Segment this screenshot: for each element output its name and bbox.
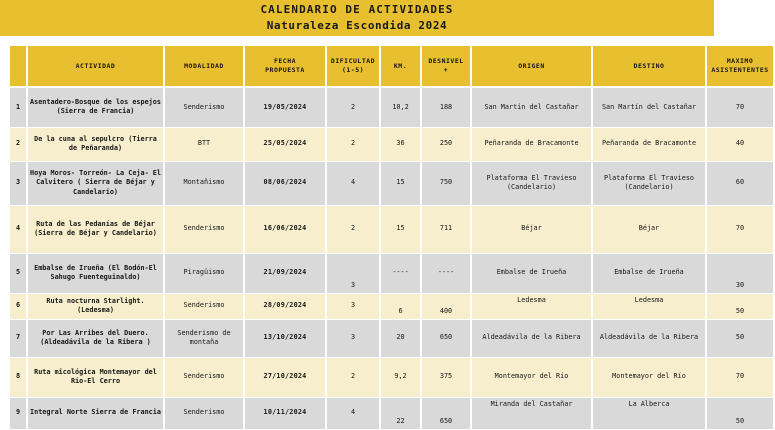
- cell-maximo: 50: [706, 293, 774, 319]
- cell-idx: 3: [9, 161, 27, 205]
- cell-actividad: Embalse de Irueña (El Bodón-El Sahugo Fuenteguinaldo): [27, 253, 164, 293]
- cell-origen: Peñaranda de Bracamonte: [471, 127, 592, 161]
- cell-actividad: Hoya Moros- Torreón- La Ceja- El Calvitero ( Sierra de Béjar y Candelario): [27, 161, 164, 205]
- cell-modalidad: Senderismo: [164, 87, 244, 127]
- cell-desnivel: 650: [421, 319, 471, 357]
- cell-dificultad: 2: [326, 87, 380, 127]
- cell-maximo: 50: [706, 319, 774, 357]
- cell-maximo: 60: [706, 161, 774, 205]
- col-desnivel-line2: +: [443, 66, 449, 74]
- cell-origen: Plataforma El Travieso (Candelario): [471, 161, 592, 205]
- cell-km: 9,2: [380, 357, 421, 397]
- cell-destino: Peñaranda de Bracamonte: [592, 127, 706, 161]
- cell-maximo: 70: [706, 205, 774, 253]
- col-maximo-line2: ASISTENTENTES: [711, 66, 769, 74]
- cell-fecha: 19/05/2024: [244, 87, 326, 127]
- cell-fecha: 28/09/2024: [244, 293, 326, 319]
- cell-maximo: 70: [706, 357, 774, 397]
- cell-destino: Plataforma El Travieso (Candelario): [592, 161, 706, 205]
- col-fecha-line2: PROPUESTA: [265, 66, 305, 74]
- cell-idx: 7: [9, 319, 27, 357]
- cell-actividad: Asentadero-Bosque de los espejos (Sierra de Francia): [27, 87, 164, 127]
- cell-origen: Embalse de Irueña: [471, 253, 592, 293]
- cell-actividad: Ruta nocturna Starlight. (Ledesma): [27, 293, 164, 319]
- cell-km: 6: [380, 293, 421, 319]
- cell-fecha: 16/06/2024: [244, 205, 326, 253]
- cell-destino: Aldeadávila de la Ribera: [592, 319, 706, 357]
- cell-fecha: 13/10/2024: [244, 319, 326, 357]
- cell-destino: San Martín del Castañar: [592, 87, 706, 127]
- table-row: [9, 161, 774, 205]
- cell-actividad: Ruta de las Pedanías de Béjar (Sierra de Béjar y Candelario): [27, 205, 164, 253]
- col-origen: ORIGEN: [471, 46, 592, 87]
- title-banner: [0, 0, 714, 36]
- cell-modalidad: Senderismo: [164, 205, 244, 253]
- cell-km: 22: [380, 397, 421, 429]
- table-header: [9, 46, 774, 87]
- cell-dificultad: 2: [326, 205, 380, 253]
- table-body: [9, 87, 774, 429]
- cell-dificultad: 3: [326, 319, 380, 357]
- cell-dificultad: 3: [326, 293, 380, 319]
- table-row: [9, 127, 774, 161]
- cell-km: 36: [380, 127, 421, 161]
- cell-actividad: Integral Norte Sierra de Francia: [27, 397, 164, 429]
- table-row: [9, 319, 774, 357]
- cell-fecha: 27/10/2024: [244, 357, 326, 397]
- cell-dificultad: 4: [326, 161, 380, 205]
- cell-desnivel: 188: [421, 87, 471, 127]
- cell-idx: 2: [9, 127, 27, 161]
- cell-idx: 4: [9, 205, 27, 253]
- cell-idx: 1: [9, 87, 27, 127]
- table-row: [9, 253, 774, 293]
- cell-modalidad: Senderismo: [164, 357, 244, 397]
- cell-destino: Béjar: [592, 205, 706, 253]
- cell-km: ----: [380, 253, 421, 293]
- cell-fecha: 08/06/2024: [244, 161, 326, 205]
- cell-origen: San Martín del Castañar: [471, 87, 592, 127]
- cell-desnivel: 650: [421, 397, 471, 429]
- cell-idx: 5: [9, 253, 27, 293]
- col-fecha-line1: FECHA: [273, 57, 297, 65]
- table-row: [9, 397, 774, 429]
- cell-desnivel: 400: [421, 293, 471, 319]
- cell-desnivel: 375: [421, 357, 471, 397]
- cell-actividad: Ruta micológica Montemayor del Río-El Cerro: [27, 357, 164, 397]
- header-row: [9, 46, 774, 87]
- col-desnivel: [421, 46, 471, 87]
- cell-modalidad: Senderismo: [164, 293, 244, 319]
- cell-maximo: 50: [706, 397, 774, 429]
- col-km: KM.: [380, 46, 421, 87]
- cell-idx: 6: [9, 293, 27, 319]
- cell-modalidad: Piragüismo: [164, 253, 244, 293]
- cell-desnivel: 250: [421, 127, 471, 161]
- col-dificultad: [326, 46, 380, 87]
- cell-dificultad: 2: [326, 127, 380, 161]
- col-maximo-line1: MAXIMO: [726, 57, 754, 65]
- cell-fecha: 10/11/2024: [244, 397, 326, 429]
- cell-km: 15: [380, 161, 421, 205]
- cell-maximo: 40: [706, 127, 774, 161]
- cell-modalidad: Senderismo: [164, 397, 244, 429]
- cell-dificultad: 4: [326, 397, 380, 429]
- cell-destino: Ledesma: [592, 293, 706, 319]
- cell-maximo: 30: [706, 253, 774, 293]
- cell-modalidad: Montañismo: [164, 161, 244, 205]
- col-modalidad: MODALIDAD: [164, 46, 244, 87]
- cell-desnivel: ----: [421, 253, 471, 293]
- cell-origen: Montemayor del Río: [471, 357, 592, 397]
- cell-dificultad: 2: [326, 357, 380, 397]
- cell-desnivel: 711: [421, 205, 471, 253]
- col-index: [9, 46, 27, 87]
- cell-fecha: 21/09/2024: [244, 253, 326, 293]
- page-title: CALENDARIO DE ACTIVIDADES: [260, 3, 454, 16]
- col-destino: DESTINO: [592, 46, 706, 87]
- page-subtitle: Naturaleza Escondida 2024: [266, 19, 448, 32]
- activities-table: [8, 46, 775, 430]
- col-desnivel-line1: DESNIVEL: [428, 57, 464, 65]
- cell-dificultad: 3: [326, 253, 380, 293]
- cell-origen: Aldeadávila de la Ribera: [471, 319, 592, 357]
- cell-destino: Montemayor del Río: [592, 357, 706, 397]
- table-row: [9, 87, 774, 127]
- col-dificultad-line1: DIFICULTAD: [330, 57, 376, 65]
- cell-actividad: De la cuna al sepulcro (Tierra de Peñaranda): [27, 127, 164, 161]
- cell-destino: La Alberca: [592, 397, 706, 429]
- cell-origen: Béjar: [471, 205, 592, 253]
- col-dificultad-line2: (1-5): [341, 66, 365, 74]
- table-row: [9, 205, 774, 253]
- cell-actividad: Por Las Arribes del Duero. (Aldeadávila de la Ribera ): [27, 319, 164, 357]
- cell-maximo: 70: [706, 87, 774, 127]
- cell-modalidad: Senderismo de montaña: [164, 319, 244, 357]
- table-row: [9, 293, 774, 319]
- cell-desnivel: 750: [421, 161, 471, 205]
- table-row: [9, 357, 774, 397]
- col-fecha-propuesta: [244, 46, 326, 87]
- cell-idx: 9: [9, 397, 27, 429]
- cell-km: 20: [380, 319, 421, 357]
- cell-origen: Miranda del Castañar: [471, 397, 592, 429]
- cell-km: 15: [380, 205, 421, 253]
- cell-km: 10,2: [380, 87, 421, 127]
- cell-idx: 8: [9, 357, 27, 397]
- cell-destino: Embalse de Irueña: [592, 253, 706, 293]
- cell-fecha: 25/05/2024: [244, 127, 326, 161]
- activities-table-wrapper: [8, 46, 769, 430]
- cell-modalidad: BTT: [164, 127, 244, 161]
- cell-origen: Ledesma: [471, 293, 592, 319]
- col-actividad: ACTIVIDAD: [27, 46, 164, 87]
- col-maximo-asistentes: [706, 46, 774, 87]
